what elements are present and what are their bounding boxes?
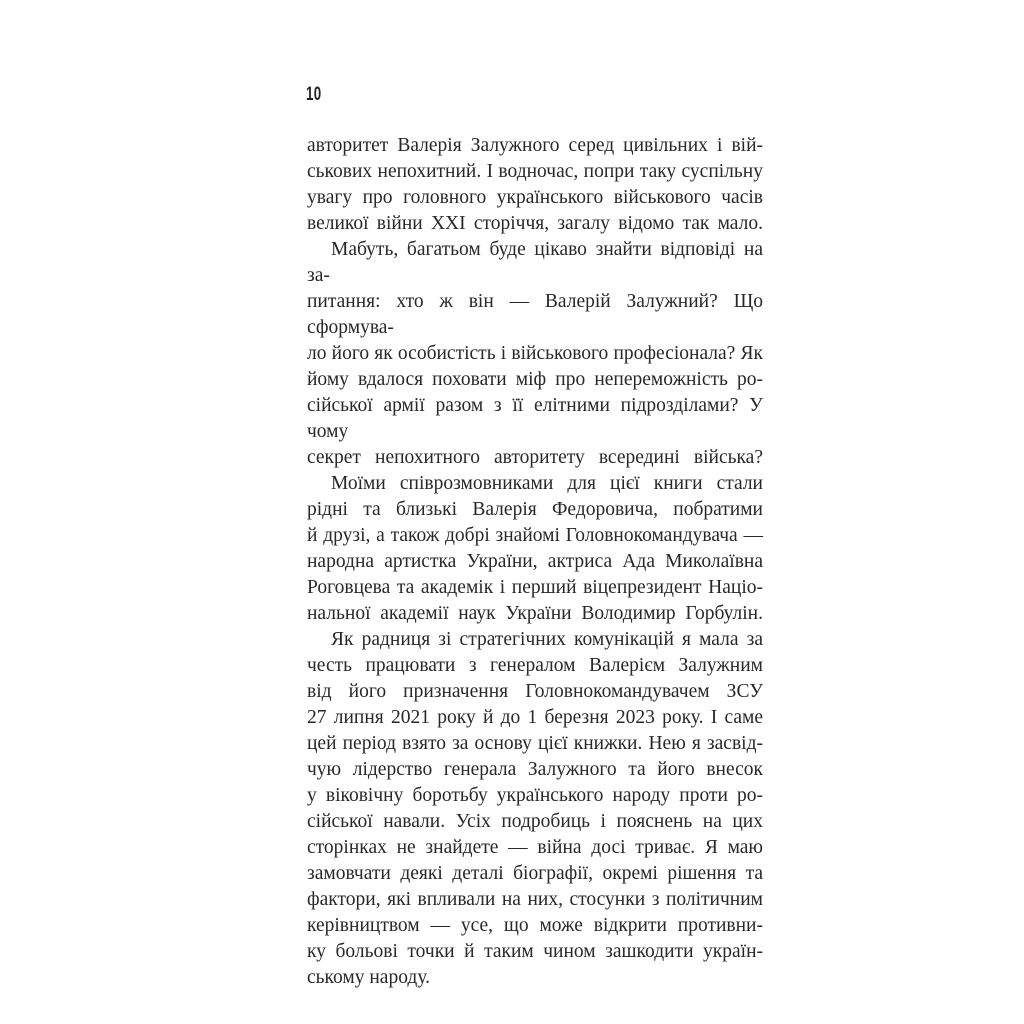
text-line: замовчати деякі деталі біографії, окремі рішення та [307,863,763,884]
text-line: ському народу. [307,967,430,988]
text-line: великої війни XXI сторіччя, загалу відомо так мало. [307,213,763,234]
text-line: 27 липня 2021 року й до 1 березня 2023 року. І саме [307,707,763,728]
paragraph [307,133,763,237]
text-line: й друзі, а також добрі знайомі Головнокомандувача — [307,525,763,546]
text-line: фактори, які впливали на них, стосунки з політичним [307,889,763,910]
text-line: сторінках не знайдете — війна досі триває. Я маю [307,837,763,858]
text-line: Моїми співрозмовниками для цієї книги стали [331,473,763,494]
text-line: Як радниця зі стратегічних комунікацій я мала за [331,629,763,650]
text-line: рідні та близькі Валерія Федоровича, побратими [307,499,763,520]
text-line: народна артистка України, актриса Ада Миколаївна [307,551,763,572]
paragraph [307,471,763,627]
text-line: у віковічну боротьбу українського народу проти ро- [307,785,763,806]
text-line: керівництвом — усе, що може відкрити противни- [307,915,763,936]
text-line: авторитет Валерія Залужного серед цивільних і вій- [307,135,763,156]
text-line: чую лідерство генерала Залужного та його внесок [307,759,763,780]
text-line: Роговцева та академік і перший віцепрезидент Націо- [307,577,763,598]
body-text-block [307,133,763,991]
text-line: Мабуть, багатьом буде цікаво знайти відповіді на за- [307,239,763,286]
text-line: секрет непохитного авторитету всередині війська? [307,447,763,468]
text-line: цей період взято за основу цієї книжки. Нею я засвід- [307,733,763,754]
text-line: ку больові точки й таким чином зашкодити україн- [307,941,763,962]
text-line: від його призначення Головнокомандувачем ЗСУ [307,681,763,702]
page-number: 10 [306,84,322,105]
text-line: ло його як особистість і військового професіонала? Як [307,343,763,364]
paragraph [307,627,763,991]
paragraph [307,237,763,471]
text-line: йому вдалося поховати міф про непереможність ро- [307,369,763,390]
text-line: питання: хто ж він — Валерій Залужний? Що сформува- [307,291,763,338]
text-line: честь працювати з генералом Валерієм Залужним [307,655,763,676]
text-line: сійської армії разом з її елітними підрозділами? У чому [307,395,763,442]
text-line: нальної академії наук України Володимир Горбулін. [307,603,763,624]
text-line: увагу про головного українського військового часів [307,187,763,208]
text-line: сійської навали. Усіх подробиць і пояснень на цих [307,811,763,832]
text-line: ськових непохитний. І водночас, попри таку суспільну [307,161,763,182]
